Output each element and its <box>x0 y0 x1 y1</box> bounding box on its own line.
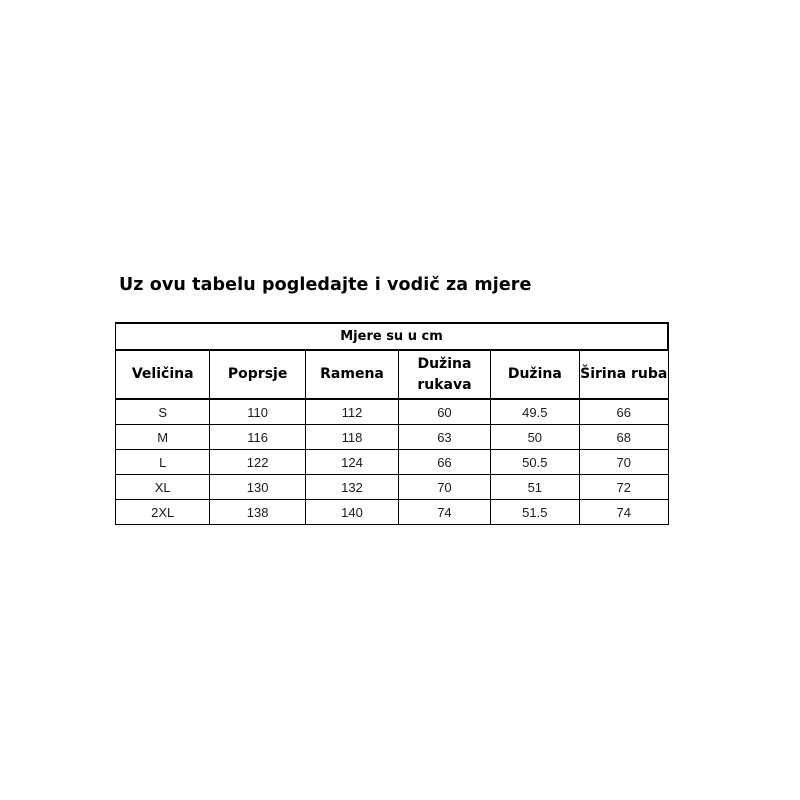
table-cell: 122 <box>210 450 305 475</box>
table-cell: 74 <box>580 500 668 525</box>
table-cell: S <box>116 399 210 425</box>
table-cell: 124 <box>305 450 398 475</box>
caption-row <box>116 323 669 350</box>
table-cell: 70 <box>399 475 490 500</box>
table-cell: 51 <box>490 475 579 500</box>
size-chart-table <box>115 322 669 525</box>
table-cell: 110 <box>210 399 305 425</box>
table-cell: 50 <box>490 425 579 450</box>
table-cell: 70 <box>580 450 668 475</box>
table-cell: 51.5 <box>490 500 579 525</box>
column-header-hem-width: Širina ruba <box>580 350 668 399</box>
table-cell: 130 <box>210 475 305 500</box>
table-cell: 63 <box>399 425 490 450</box>
table-cell: 116 <box>210 425 305 450</box>
table-cell: 112 <box>305 399 398 425</box>
table-cell: 138 <box>210 500 305 525</box>
table-cell: 60 <box>399 399 490 425</box>
page-heading: Uz ovu tabelu pogledajte i vodič za mjere <box>119 275 532 295</box>
column-header-sleeve-length: Dužina rukava <box>399 350 490 399</box>
table-cell: 2XL <box>116 500 210 525</box>
table-row <box>116 475 669 500</box>
table-cell: 50.5 <box>490 450 579 475</box>
table-cell: XL <box>116 475 210 500</box>
column-header-length: Dužina <box>490 350 579 399</box>
table-row <box>116 450 669 475</box>
column-header-shoulders: Ramena <box>305 350 398 399</box>
table-cell: L <box>116 450 210 475</box>
table-cell: 68 <box>580 425 668 450</box>
column-header-chest: Poprsje <box>210 350 305 399</box>
table-cell: 66 <box>399 450 490 475</box>
table-cell: 132 <box>305 475 398 500</box>
table-cell: 74 <box>399 500 490 525</box>
column-header-size: Veličina <box>116 350 210 399</box>
table-cell: 66 <box>580 399 668 425</box>
table-cell: 118 <box>305 425 398 450</box>
table-cell: 49.5 <box>490 399 579 425</box>
table-caption: Mjere su u cm <box>116 323 669 350</box>
table-cell: 140 <box>305 500 398 525</box>
table-cell: M <box>116 425 210 450</box>
table-row <box>116 399 669 425</box>
header-row <box>116 350 669 399</box>
table-row <box>116 425 669 450</box>
table-row <box>116 500 669 525</box>
table-cell: 72 <box>580 475 668 500</box>
